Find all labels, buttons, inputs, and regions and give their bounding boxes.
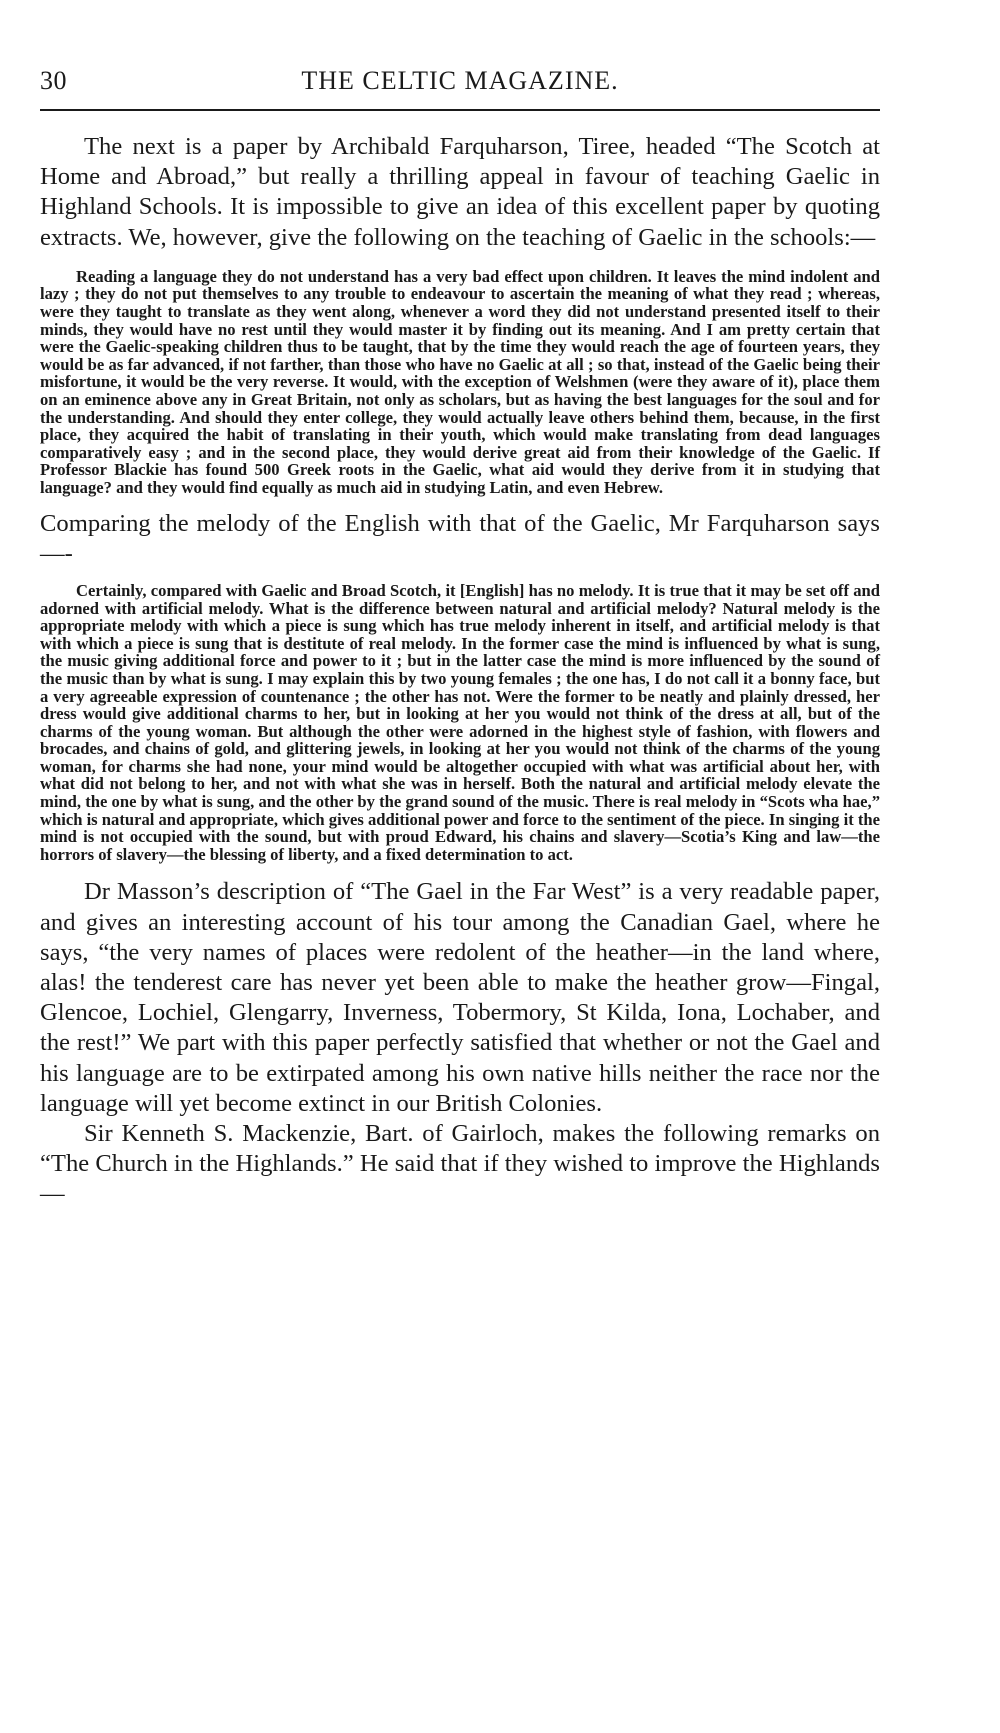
page [40,0,880,1210]
page-number: 30 [40,66,67,95]
block-quote: Reading a language they do not understand has a very bad effect upon children. It leaves the mind indolent and lazy ; they do not put themselves to any trouble to endeavour to ascertain the meaning of what they read ; whereas, were they taught to translate as they went along, whenever a word they did not understand presented itself to their minds, they would have no rest until they would master it by finding out its meaning. And I am pretty certain that were the Gaelic-speaking children thus to be taught, that by the time they would reach the age of fourteen years, they would be as far advanced, if not farther, than those who have no Gaelic at all ; so that, instead of the Gaelic being their misfortune, it would be the very reverse. It would, with the exception of Welshmen (were they aware of it), place them on an eminence above any in Great Britain, not only as scholars, but as having the best languages for the soul and for the understanding. And should they enter college, they would actually leave others behind them, because, in the first place, they acquired the habit of translating in their youth, which would make translating from dead languages comparatively easy ; and in the second place, they would derive great aid from their knowledge of the Gaelic. If Professor Blackie has found 500 Greek roots in the Gaelic, what aid would they derive from it in studying that language? and they would find equally as much aid in studying Latin, and even Hebrew. [40,266,880,497]
header-rule [40,109,880,111]
running-head: THE CELTIC MAGAZINE. [301,66,619,95]
page-header [40,0,880,112]
body-paragraph: The next is a paper by Archibald Farquharson, Tiree, headed “The Scotch at Home and Abroad,” but really a thrilling appeal in favour of teaching Gaelic in Highland Schools. It is impossible to give an idea of this excellent paper by quoting extracts. We, however, give the following on the teaching of Gaelic in the schools:— [40,133,880,251]
body-paragraph: Comparing the melody of the English with that of the Gaelic, Mr Farquharson says—- [40,509,880,567]
body-paragraph: Dr Masson’s description of “The Gael in the Far West” is a very readable paper, and gives an interesting account of his tour among the Canadian Gael, where he says, “the very names of places were redolent of the heather—in the land where, alas! the tenderest care has never yet been able to make the heather grow—Fingal, Glencoe, Lochiel, Glengarry, Inverness, Tobermory, St Kilda, Iona, Lochaber, and the rest!” We part with this paper perfectly satisfied that whether or not the Gael and his language are to be extirpated among his own native hills neither the race nor the language will yet become extinct in our British Colonies. [40,878,880,1117]
body-paragraph: Sir Kenneth S. Mackenzie, Bart. of Gairloch, makes the following remarks on “The Church in the Highlands.” He said that if they wished to improve the Highlands— [40,1120,880,1208]
block-quote: Certainly, compared with Gaelic and Broad Scotch, it [English] has no melody. It is true that it may be set off and adorned with artificial melody. What is the difference between natural and artificial melody? Natural melody is the appropriate melody with which a piece is sung which has true melody inherent in itself, and artificial melody is that with which a piece is sung that is destitute of real melody. In the former case the mind is influenced by what is sung, the music giving additional force and power to it ; but in the latter case the mind is more influenced by the sound of the music than by what is sung. I may explain this by two young females ; the one has, I do not call it a bonny face, but a very agreeable expression of countenance ; the other has not. Were the former to be neatly and plainly dressed, her dress would give additional charms to her, but in looking at her you would not think of the dress at all, but of the charms of the young woman. But although the other were adorned in the highest style of fashion, with flowers and brocades, and chains of gold, and glittering jewels, in looking at her you would not think of the charms of the young woman, for charms she had none, your mind would be altogether occupied with what was artificial about her, with what did not belong to her, and not with what she was in herself. Both the natural and artificial melody elevate the mind, the one by what is sung, and the other by the grand sound of the music. There is real melody in “Scots wha hae,” which is natural and appropriate, which gives additional power and force to the sentiment of the piece. In singing it the mind is not occupied with the sound, but with proud Edward, his chains and slavery—Scotia’s King and law—the horrors of slavery—the blessing of liberty, and a fixed determination to act. [40,580,880,864]
